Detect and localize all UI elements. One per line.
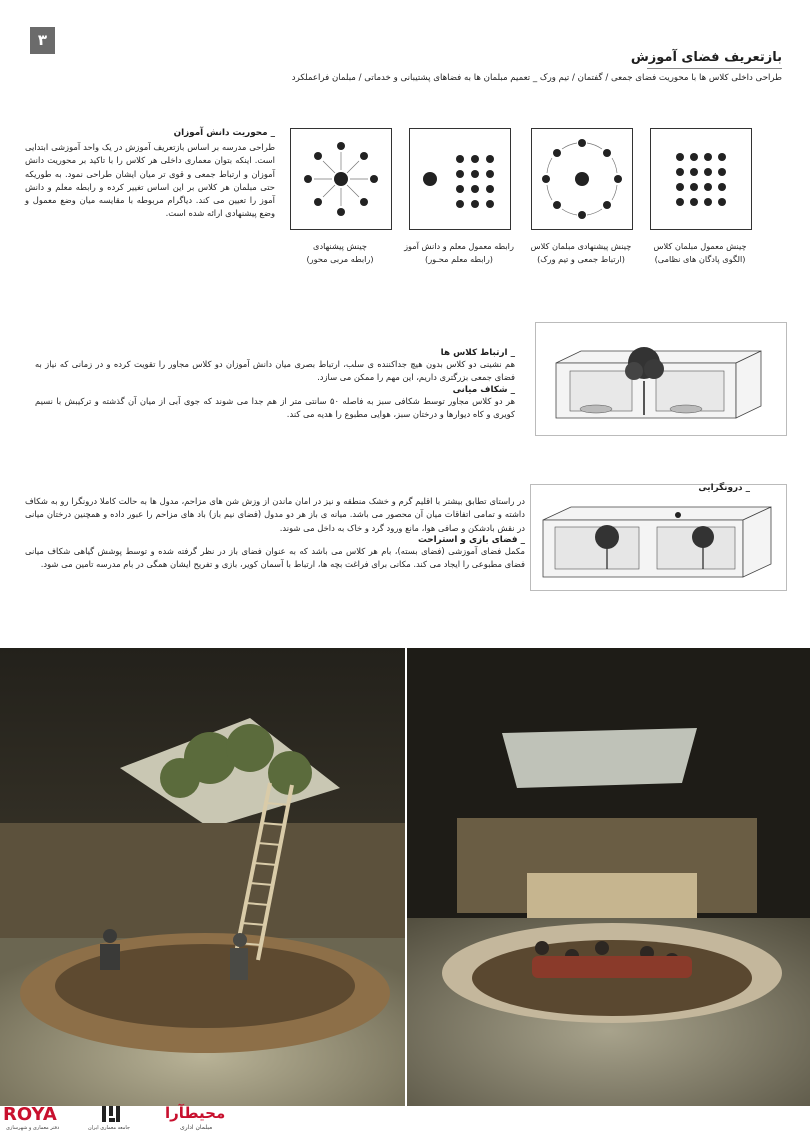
diagram-usual-teacher — [409, 128, 511, 230]
page-number: ۳ — [30, 27, 55, 54]
knowledge-axis-block — [25, 128, 275, 221]
introversion-text — [25, 495, 525, 571]
page-subtitle: طراحی داخلی کلاس ها با محوریت فضای جمعی / گفتمان / تیم ورک _ تعمیم مبلمان ها به فضاهای پشتیبانی و خدماتی / مبلمان فراعملکرد — [291, 73, 782, 83]
mohitara-logo: محیطآرا — [165, 1104, 226, 1122]
title-underline — [647, 68, 782, 69]
diagram-proposed-tutor — [290, 128, 392, 230]
class-links-body: هم نشینی دو کلاس بدون هیچ جداکننده ی سلب، ارتباط بصری میان دانش آموزان دو کلاس مجاور را تقویت کرده و در زمانی که نیاز به فضای جمعی بزرگتری داریم، این مهم را ممکن می سازد. — [35, 359, 515, 383]
roya-logo-subtitle: دفتر معماری و شهرسازی — [6, 1125, 60, 1131]
play-area-body: مکمل فضای آموزشی (فضای بسته)، بام هر کلاس می باشد که به عنوان فضای باز در نظر گرفته شده و توسط پوشش گیاهی شکاف میانی فضای مطبوعی را ایجاد می کند. مکانی برای فراغت بچه ها، ارتباط با آسمان کویر، بازی و تفریح ایشان همگی در بام مدرسه تامین می شود. — [25, 545, 525, 570]
render-right-classroom — [407, 648, 810, 1106]
knowledge-axis-body: طراحی مدرسه بر اساس بازتعریف آموزش در یک واحد آموزشی ابتدایی است. اینکه بتوان معماری داخلی هر کلاس را با تاکید بر محوریت دانش آموزان و ارتباط جمعی و قوی تر میان ایشان طراحی نمود. به طوریکه حتی مبلمان هر کلاس بر این اساس تغییر کرده و رابطه معلم و دانش آموز را تعیین می کند. دیاگرام مربوطه با مقایسه میان وضع معمول و وضع پیشنهادی ارائه شده است. — [25, 142, 275, 219]
diagram-usual-grid — [650, 128, 752, 230]
association-logo-subtitle: جامعه معماری ایران — [88, 1125, 130, 1131]
caption-proposed-circle: چینش پیشنهادی مبلمان کلاس (ارتباط جمعی و تیم ورک) — [530, 241, 632, 264]
association-logo — [100, 1104, 124, 1124]
caption-usual-teacher: رابطه معمول معلم و دانش آموز (رابطه معلم محـور) — [404, 241, 514, 264]
caption-proposed-tutor: چینش پیشنهادی (رابطه مربی محور) — [306, 241, 374, 264]
class-links-block — [35, 348, 515, 421]
footer-logos — [0, 1104, 240, 1134]
mohitara-logo-subtitle: مبلمان اداری — [180, 1124, 213, 1131]
section-drawing-introversion — [530, 484, 787, 591]
page-title: بازتعریف فضای آموزش — [630, 50, 782, 65]
introversion-heading: _ درونگرایی — [698, 483, 750, 493]
middle-gap-heading: _ شکاف میانی — [452, 384, 515, 395]
introversion-body: در راستای تطابق بیشتر با اقلیم گرم و خشک منطقه و نیز در امان ماندن از وزش شن های مزاحم، مدول ها به حالت کاملا درونگرا رو به شکاف داشته و تمامی اتفاقات میان آن محصور می باشد. میانه ی باز هر دو مدول (فضای نیم باز) باد های مزاحم را عبور داده و همچنین درختان میانی در نقش بادشکن و صافی هوا، مانع ورود گرد و خاک به داخل می شوند. — [25, 496, 525, 533]
render-left-ladder — [0, 648, 405, 1106]
middle-gap-body: هر دو کلاس مجاور توسط شکافی سبز به فاصله ۵۰ سانتی متر از هم جدا می شوند که جوی آبی از میان آن گذشته و ترکیبش با نسیم کویری و کاه دیوارها و درختان سبز، هوایی مطبوع را هدیه می کند. — [35, 395, 515, 419]
knowledge-axis-heading: _ محوریت دانش آموزان — [173, 128, 275, 138]
roya-logo: ROYA — [3, 1104, 57, 1125]
play-area-heading: _ فضای بازی و استراحت — [417, 534, 525, 545]
diagram-proposed-circle — [531, 128, 633, 230]
introversion-block — [23, 483, 750, 493]
caption-usual-grid: چینش معمول مبلمان کلاس (الگوی پادگان های نظامی) — [653, 241, 747, 264]
section-drawing-class-links — [535, 322, 787, 436]
person-icon — [675, 512, 681, 518]
class-links-heading: _ ارتباط کلاس ها — [440, 348, 515, 358]
